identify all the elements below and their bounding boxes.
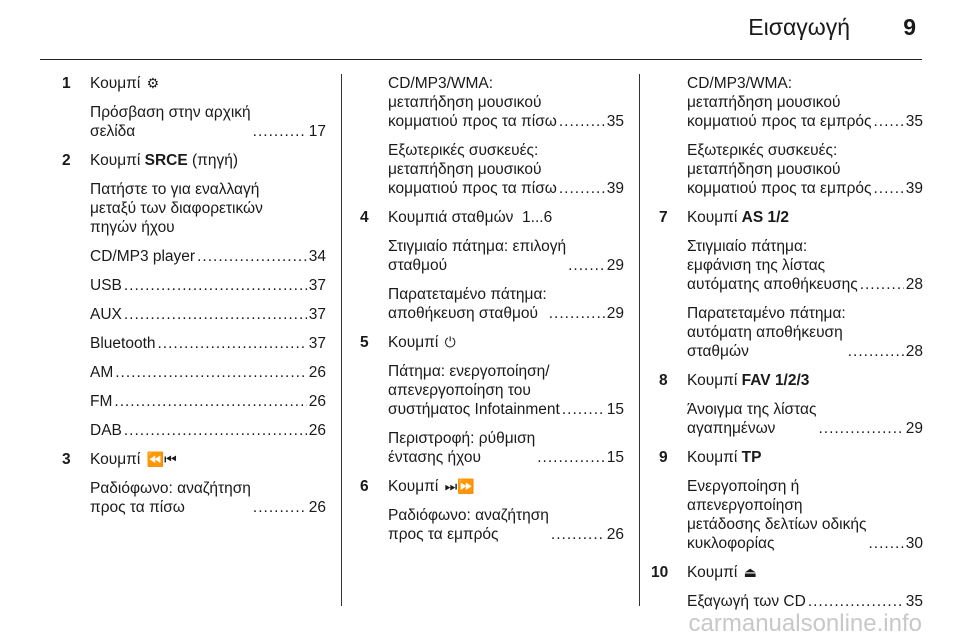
column-3 bbox=[637, 74, 923, 621]
item-9 bbox=[637, 448, 923, 553]
key-name: FAV 1/2/3 bbox=[741, 372, 810, 389]
item-label: Κουμπί bbox=[388, 334, 439, 351]
key-name: AS 1/2 bbox=[741, 209, 790, 226]
item-label: Κουμπί bbox=[90, 152, 141, 169]
item-number: 5 bbox=[360, 334, 369, 351]
item-number: 6 bbox=[360, 478, 369, 495]
home-icon: ⚙ bbox=[146, 75, 160, 91]
power-icon: ⏻ bbox=[444, 334, 456, 350]
item-label: Κουμπί bbox=[687, 564, 738, 581]
key-name: TP bbox=[741, 449, 762, 466]
index-entry: Εξωτερικές συσκευές: μεταπήδηση μουσικού κομματιού προς τα εμπρός ..... 39 bbox=[637, 141, 923, 198]
item-5 bbox=[338, 333, 624, 467]
index-entry: Περιστροφή: ρύθμιση έντασης ήχου ..... 15 bbox=[388, 429, 624, 467]
item-number: 1 bbox=[62, 75, 71, 92]
index-entry: CD/MP3/WMA: μεταπήδηση μουσικού κομματιού προς τα πίσω ..... 35 bbox=[338, 74, 624, 131]
index-entry: Ενεργοποίηση ή απενεργοποίηση μετάδοσης δελτίων οδικής κυκλοφορίας ..... 30 bbox=[687, 477, 923, 553]
index-entry: Παρατεταμένο πάτημα: αυτόματη αποθήκευση σταθμών ..... 28 bbox=[687, 304, 923, 361]
index-entry: DAB ..... 26 bbox=[90, 421, 326, 440]
item-label: Κουμπί bbox=[90, 75, 141, 92]
index-entry: Πάτημα: ενεργοποίηση/ απενεργοποίηση του συστήματος Infotainment ..... 15 bbox=[388, 362, 624, 419]
item-3 bbox=[40, 450, 326, 517]
item-2: 2 Κουμπί SRCE (πηγή) Πατήστε το για εναλλαγή μεταξύ των διαφορετικών πηγών ήχου CD/MP3 player ..... 34 USB ..... 37 AUX ..... 37 Bluetooth ..... 37 AM ..... 26 FM ..... 26 DAB ..... 26 bbox=[40, 151, 326, 440]
index-entry: Bluetooth ..... 37 bbox=[90, 334, 326, 353]
index-entry: Στιγμιαίο πάτημα: επιλογή σταθμού ..... 29 bbox=[388, 237, 624, 275]
column-1 bbox=[40, 74, 326, 527]
item-description: Πατήστε το για εναλλαγή μεταξύ των διαφορετικών πηγών ήχου bbox=[90, 181, 263, 236]
index-entry: CD/MP3 player ..... 34 bbox=[90, 247, 326, 266]
index-entry: USB ..... 37 bbox=[90, 276, 326, 295]
item-1 bbox=[40, 74, 326, 141]
item-10 bbox=[637, 563, 923, 611]
index-entry: Πρόσβαση στην αρχική σελίδα ..... 17 bbox=[90, 103, 326, 141]
item-number: 2 bbox=[62, 152, 71, 169]
item-label: Κουμπί bbox=[388, 478, 439, 495]
index-entry: FM ..... 26 bbox=[90, 392, 326, 411]
header-rule bbox=[40, 59, 922, 60]
index-entry: Παρατεταμένο πάτημα: αποθήκευση σταθμού ..... 29 bbox=[388, 285, 624, 323]
key-name: SRCE bbox=[144, 152, 188, 169]
item-label: Κουμπιά σταθμών 1...6 bbox=[388, 209, 553, 226]
item-label: Κουμπί bbox=[687, 209, 738, 226]
item-number: 10 bbox=[651, 564, 669, 581]
index-entry: Άνοιγμα της λίστας αγαπημένων ..... 29 bbox=[687, 400, 923, 438]
index-entry: AM ..... 26 bbox=[90, 363, 326, 382]
index-entry: Ραδιόφωνο: αναζήτηση προς τα εμπρός ..... 26 bbox=[388, 506, 624, 544]
page-title: Εισαγωγή bbox=[748, 14, 850, 40]
eject-icon: ⏏ bbox=[743, 564, 757, 580]
item-number: 3 bbox=[62, 451, 71, 468]
index-entry: Εξωτερικές συσκευές: μεταπήδηση μουσικού κομματιού προς τα πίσω ..... 39 bbox=[338, 141, 624, 198]
item-7 bbox=[637, 208, 923, 361]
item-label: Κουμπί bbox=[687, 372, 738, 389]
index-entry: Ραδιόφωνο: αναζήτηση προς τα πίσω ..... 26 bbox=[90, 479, 326, 517]
index-entry: CD/MP3/WMA: μεταπήδηση μουσικού κομματιού προς τα εμπρός ..... 35 bbox=[637, 74, 923, 131]
item-number: 8 bbox=[659, 372, 668, 389]
item-4 bbox=[338, 208, 624, 323]
index-entry: Εξαγωγή των CD ..... 35 bbox=[687, 592, 923, 611]
item-6 bbox=[338, 477, 624, 544]
watermark: carmanualsonline.info bbox=[688, 610, 922, 637]
item-number: 7 bbox=[659, 209, 668, 226]
item-8 bbox=[637, 371, 923, 438]
column-2 bbox=[338, 74, 624, 554]
item-number: 9 bbox=[659, 449, 668, 466]
page-number: 9 bbox=[903, 14, 916, 40]
item-number: 4 bbox=[360, 209, 369, 226]
item-label: Κουμπί bbox=[90, 451, 141, 468]
item-label: Κουμπί bbox=[687, 449, 738, 466]
index-entry: AUX ..... 37 bbox=[90, 305, 326, 324]
index-entry: Στιγμιαίο πάτημα: εμφάνιση της λίστας αυτόματης αποθήκευσης ..... 28 bbox=[687, 237, 923, 294]
seek-back-icon: ⏪⏮ bbox=[146, 451, 177, 467]
seek-forward-icon: ⏭⏩ bbox=[444, 478, 475, 494]
